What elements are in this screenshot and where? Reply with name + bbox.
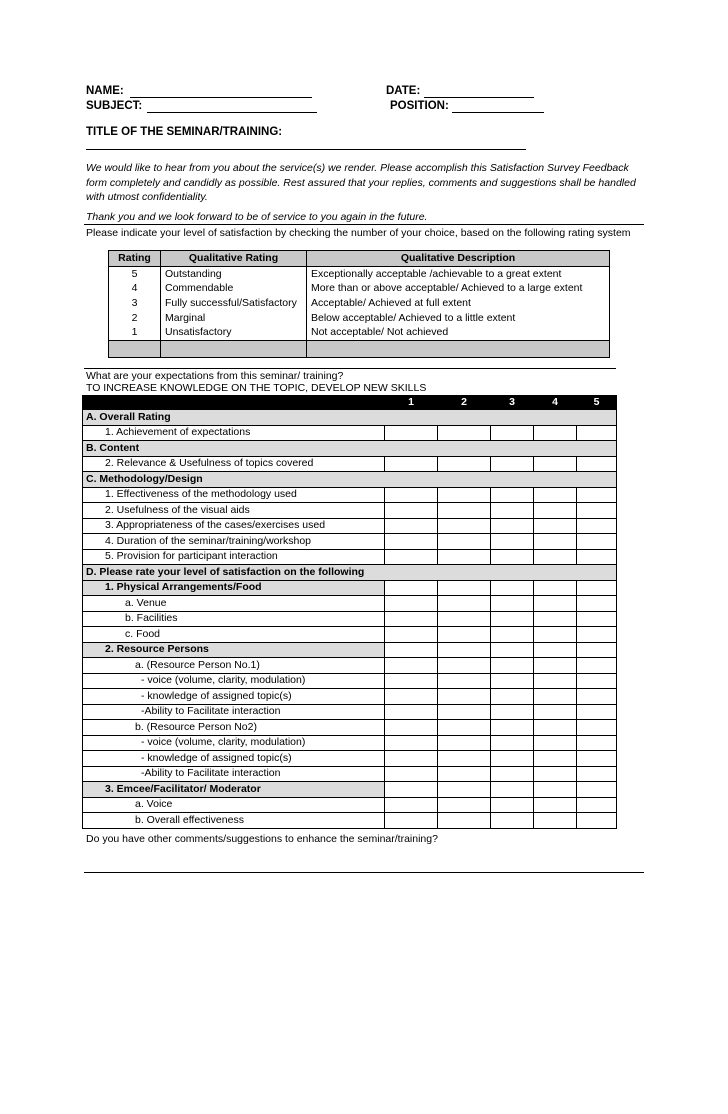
- rating-2-checkbox-cell[interactable]: [438, 797, 491, 813]
- rating-3-checkbox-cell[interactable]: [491, 766, 534, 782]
- position-field[interactable]: [452, 112, 544, 113]
- subsection-row: [83, 782, 617, 798]
- item-label: 1. Achievement of expectations: [83, 425, 385, 441]
- rating-4-checkbox-cell[interactable]: [534, 425, 577, 441]
- rating-1-checkbox-cell[interactable]: [385, 782, 438, 798]
- item-label: - knowledge of assigned topic(s): [83, 751, 385, 767]
- rating-3-checkbox-cell[interactable]: [491, 611, 534, 627]
- rating-3-checkbox-cell[interactable]: [491, 720, 534, 736]
- legend-rating: 1: [109, 325, 161, 340]
- rating-4-checkbox-cell[interactable]: [534, 673, 577, 689]
- scale-header-blank: [83, 396, 385, 410]
- rating-3-checkbox-cell[interactable]: [491, 627, 534, 643]
- legend-qualitative-description: Acceptable/ Achieved at full extent: [307, 296, 610, 311]
- rating-2-checkbox-cell[interactable]: [438, 704, 491, 720]
- legend-qualitative-description: Not acceptable/ Not achieved: [307, 325, 610, 340]
- rating-1-checkbox-cell[interactable]: [385, 627, 438, 643]
- rating-item-row: [83, 797, 617, 813]
- item-label: b. (Resource Person No2): [83, 720, 385, 736]
- item-label: 2. Usefulness of the visual aids: [83, 503, 385, 519]
- rating-5-checkbox-cell[interactable]: [577, 642, 617, 658]
- rating-4-checkbox-cell[interactable]: [534, 658, 577, 674]
- scale-header-3: 3: [491, 396, 534, 410]
- rating-3-checkbox-cell[interactable]: [491, 518, 534, 534]
- section-label: B. Content: [83, 441, 617, 457]
- rating-5-checkbox-cell[interactable]: [577, 456, 617, 472]
- rating-2-checkbox-cell[interactable]: [438, 611, 491, 627]
- legend-qualitative-description: More than or above acceptable/ Achieved to a large extent: [307, 281, 610, 296]
- legend-row: [109, 266, 610, 281]
- rating-5-checkbox-cell[interactable]: [577, 766, 617, 782]
- item-label: -Ability to Facilitate interaction: [83, 766, 385, 782]
- rating-2-checkbox-cell[interactable]: [438, 735, 491, 751]
- rating-5-checkbox-cell[interactable]: [577, 751, 617, 767]
- rating-item-row: [83, 766, 617, 782]
- name-field[interactable]: [130, 97, 312, 98]
- rating-item-row: [83, 720, 617, 736]
- rating-item-row: [83, 425, 617, 441]
- rating-4-checkbox-cell[interactable]: [534, 503, 577, 519]
- rating-4-checkbox-cell[interactable]: [534, 720, 577, 736]
- rating-1-checkbox-cell[interactable]: [385, 658, 438, 674]
- rating-item-row: [83, 673, 617, 689]
- scale-header-row: [83, 396, 617, 410]
- legend-row: [109, 281, 610, 296]
- rating-3-checkbox-cell[interactable]: [491, 658, 534, 674]
- rating-3-checkbox-cell[interactable]: [491, 797, 534, 813]
- section-label: A. Overall Rating: [83, 410, 617, 426]
- legend-rating: 5: [109, 266, 161, 281]
- rating-2-checkbox-cell[interactable]: [438, 689, 491, 705]
- rating-3-checkbox-cell[interactable]: [491, 596, 534, 612]
- item-label: 2. Relevance & Usefulness of topics covered: [83, 456, 385, 472]
- item-label: b. Facilities: [83, 611, 385, 627]
- rating-3-checkbox-cell[interactable]: [491, 689, 534, 705]
- rating-instruction: Please indicate your level of satisfaction by checking the number of your choice, based on the following rating system: [86, 227, 631, 239]
- comments-answer-line[interactable]: [84, 872, 644, 873]
- divider: [84, 224, 644, 225]
- rating-2-checkbox-cell[interactable]: [438, 580, 491, 596]
- legend-qualitative-rating: Outstanding: [161, 266, 307, 281]
- rating-5-checkbox-cell[interactable]: [577, 720, 617, 736]
- rating-3-checkbox-cell[interactable]: [491, 642, 534, 658]
- subsection-label: 2. Resource Persons: [83, 642, 385, 658]
- legend-header-qualitative-rating: Qualitative Rating: [161, 251, 307, 267]
- legend-header-rating: Rating: [109, 251, 161, 267]
- rating-1-checkbox-cell[interactable]: [385, 797, 438, 813]
- rating-item-row: [83, 627, 617, 643]
- rating-2-checkbox-cell[interactable]: [438, 813, 491, 829]
- rating-1-checkbox-cell[interactable]: [385, 487, 438, 503]
- evaluation-table: [82, 395, 617, 829]
- rating-4-checkbox-cell[interactable]: [534, 627, 577, 643]
- rating-3-checkbox-cell[interactable]: [491, 782, 534, 798]
- comments-question: Do you have other comments/suggestions to enhance the seminar/training?: [86, 833, 438, 845]
- rating-4-checkbox-cell[interactable]: [534, 549, 577, 565]
- item-label: - knowledge of assigned topic(s): [83, 689, 385, 705]
- rating-item-row: [83, 735, 617, 751]
- expectations-question: What are your expectations from this seminar/ training?: [86, 370, 344, 382]
- seminar-title-field[interactable]: [86, 149, 526, 150]
- scale-header-5: 5: [577, 396, 617, 410]
- subject-field[interactable]: [147, 112, 317, 113]
- rating-1-checkbox-cell[interactable]: [385, 580, 438, 596]
- rating-1-checkbox-cell[interactable]: [385, 751, 438, 767]
- rating-5-checkbox-cell[interactable]: [577, 782, 617, 798]
- rating-2-checkbox-cell[interactable]: [438, 751, 491, 767]
- item-label: a. Venue: [83, 596, 385, 612]
- rating-3-checkbox-cell[interactable]: [491, 751, 534, 767]
- rating-3-checkbox-cell[interactable]: [491, 534, 534, 550]
- legend-qualitative-rating: Unsatisfactory: [161, 325, 307, 340]
- subsection-label: 3. Emcee/Facilitator/ Moderator: [83, 782, 385, 798]
- rating-4-checkbox-cell[interactable]: [534, 813, 577, 829]
- rating-4-checkbox-cell[interactable]: [534, 735, 577, 751]
- rating-1-checkbox-cell[interactable]: [385, 735, 438, 751]
- rating-item-row: [83, 611, 617, 627]
- rating-item-row: [83, 596, 617, 612]
- item-label: -Ability to Facilitate interaction: [83, 704, 385, 720]
- legend-qualitative-rating: Fully successful/Satisfactory: [161, 296, 307, 311]
- scale-header-2: 2: [438, 396, 491, 410]
- item-label: a. (Resource Person No.1): [83, 658, 385, 674]
- legend-qualitative-rating: Commendable: [161, 281, 307, 296]
- rating-4-checkbox-cell[interactable]: [534, 751, 577, 767]
- rating-4-checkbox-cell[interactable]: [534, 518, 577, 534]
- intro-paragraph: We would like to hear from you about the service(s) we render. Please accomplish this Satisfaction Survey Feedback form completely and candidly as possible. Rest assured that your replies, comments and suggestions shall be handled with utmost confidentiality.: [86, 162, 636, 203]
- rating-5-checkbox-cell[interactable]: [577, 704, 617, 720]
- rating-2-checkbox-cell[interactable]: [438, 487, 491, 503]
- rating-4-checkbox-cell[interactable]: [534, 487, 577, 503]
- rating-4-checkbox-cell[interactable]: [534, 782, 577, 798]
- rating-5-checkbox-cell[interactable]: [577, 580, 617, 596]
- rating-5-checkbox-cell[interactable]: [577, 735, 617, 751]
- date-label: DATE:: [386, 85, 421, 97]
- divider: [84, 368, 616, 369]
- rating-4-checkbox-cell[interactable]: [534, 766, 577, 782]
- rating-3-checkbox-cell[interactable]: [491, 456, 534, 472]
- thank-you-note: Thank you and we look forward to be of service to you again in the future.: [86, 211, 428, 223]
- rating-1-checkbox-cell[interactable]: [385, 534, 438, 550]
- legend-rating: 3: [109, 296, 161, 311]
- rating-1-checkbox-cell[interactable]: [385, 518, 438, 534]
- rating-4-checkbox-cell[interactable]: [534, 797, 577, 813]
- legend-qualitative-rating: Marginal: [161, 310, 307, 325]
- section-label: C. Methodology/Design: [83, 472, 617, 488]
- rating-5-checkbox-cell[interactable]: [577, 503, 617, 519]
- legend-qualitative-description: Below acceptable/ Achieved to a little extent: [307, 310, 610, 325]
- rating-1-checkbox-cell[interactable]: [385, 549, 438, 565]
- rating-5-checkbox-cell[interactable]: [577, 673, 617, 689]
- rating-2-checkbox-cell[interactable]: [438, 534, 491, 550]
- rating-5-checkbox-cell[interactable]: [577, 611, 617, 627]
- rating-2-checkbox-cell[interactable]: [438, 518, 491, 534]
- rating-2-checkbox-cell[interactable]: [438, 503, 491, 519]
- rating-2-checkbox-cell[interactable]: [438, 549, 491, 565]
- rating-5-checkbox-cell[interactable]: [577, 487, 617, 503]
- legend-row: [109, 296, 610, 311]
- rating-item-row: [83, 487, 617, 503]
- rating-1-checkbox-cell[interactable]: [385, 596, 438, 612]
- rating-5-checkbox-cell[interactable]: [577, 627, 617, 643]
- rating-2-checkbox-cell[interactable]: [438, 627, 491, 643]
- section-row: [83, 441, 617, 457]
- rating-item-row: [83, 813, 617, 829]
- legend-qualitative-description: Exceptionally acceptable /achievable to a great extent: [307, 266, 610, 281]
- rating-4-checkbox-cell[interactable]: [534, 456, 577, 472]
- item-label: 1. Effectiveness of the methodology used: [83, 487, 385, 503]
- rating-5-checkbox-cell[interactable]: [577, 797, 617, 813]
- rating-item-row: [83, 549, 617, 565]
- rating-3-checkbox-cell[interactable]: [491, 704, 534, 720]
- rating-5-checkbox-cell[interactable]: [577, 425, 617, 441]
- rating-3-checkbox-cell[interactable]: [491, 425, 534, 441]
- legend-rating: 4: [109, 281, 161, 296]
- rating-3-checkbox-cell[interactable]: [491, 580, 534, 596]
- rating-3-checkbox-cell[interactable]: [491, 487, 534, 503]
- subsection-row: [83, 580, 617, 596]
- rating-2-checkbox-cell[interactable]: [438, 425, 491, 441]
- rating-2-checkbox-cell[interactable]: [438, 658, 491, 674]
- subsection-row: [83, 642, 617, 658]
- rating-1-checkbox-cell[interactable]: [385, 642, 438, 658]
- rating-5-checkbox-cell[interactable]: [577, 658, 617, 674]
- section-label: D. Please rate your level of satisfaction on the following: [83, 565, 617, 581]
- item-label: 3. Appropriateness of the cases/exercises used: [83, 518, 385, 534]
- item-label: 5. Provision for participant interaction: [83, 549, 385, 565]
- item-label: b. Overall effectiveness: [83, 813, 385, 829]
- expectations-answer: TO INCREASE KNOWLEDGE ON THE TOPIC, DEVELOP NEW SKILLS: [86, 382, 427, 394]
- rating-2-checkbox-cell[interactable]: [438, 456, 491, 472]
- rating-item-row: [83, 503, 617, 519]
- rating-2-checkbox-cell[interactable]: [438, 596, 491, 612]
- rating-item-row: [83, 518, 617, 534]
- position-label: POSITION:: [390, 100, 449, 112]
- seminar-title-label: TITLE OF THE SEMINAR/TRAINING:: [86, 126, 283, 138]
- section-row: [83, 410, 617, 426]
- rating-item-row: [83, 689, 617, 705]
- rating-5-checkbox-cell[interactable]: [577, 689, 617, 705]
- legend-header-qualitative-description: Qualitative Description: [307, 251, 610, 267]
- rating-5-checkbox-cell[interactable]: [577, 518, 617, 534]
- scale-header-1: 1: [385, 396, 438, 410]
- rating-5-checkbox-cell[interactable]: [577, 534, 617, 550]
- rating-item-row: [83, 704, 617, 720]
- item-label: - voice (volume, clarity, modulation): [83, 673, 385, 689]
- rating-1-checkbox-cell[interactable]: [385, 611, 438, 627]
- item-label: - voice (volume, clarity, modulation): [83, 735, 385, 751]
- rating-1-checkbox-cell[interactable]: [385, 503, 438, 519]
- rating-3-checkbox-cell[interactable]: [491, 813, 534, 829]
- rating-3-checkbox-cell[interactable]: [491, 549, 534, 565]
- rating-4-checkbox-cell[interactable]: [534, 596, 577, 612]
- date-field[interactable]: [424, 97, 534, 98]
- rating-item-row: [83, 751, 617, 767]
- rating-5-checkbox-cell[interactable]: [577, 549, 617, 565]
- rating-2-checkbox-cell[interactable]: [438, 720, 491, 736]
- rating-1-checkbox-cell[interactable]: [385, 813, 438, 829]
- rating-1-checkbox-cell[interactable]: [385, 720, 438, 736]
- legend-row: [109, 325, 610, 340]
- rating-1-checkbox-cell[interactable]: [385, 425, 438, 441]
- rating-4-checkbox-cell[interactable]: [534, 704, 577, 720]
- rating-2-checkbox-cell[interactable]: [438, 782, 491, 798]
- rating-1-checkbox-cell[interactable]: [385, 766, 438, 782]
- rating-2-checkbox-cell[interactable]: [438, 766, 491, 782]
- rating-item-row: [83, 534, 617, 550]
- legend-row: [109, 310, 610, 325]
- rating-3-checkbox-cell[interactable]: [491, 735, 534, 751]
- subject-label: SUBJECT:: [86, 100, 143, 112]
- rating-3-checkbox-cell[interactable]: [491, 673, 534, 689]
- legend-blank-row: [109, 340, 610, 357]
- rating-4-checkbox-cell[interactable]: [534, 580, 577, 596]
- section-row: [83, 472, 617, 488]
- rating-item-row: [83, 658, 617, 674]
- rating-4-checkbox-cell[interactable]: [534, 611, 577, 627]
- item-label: c. Food: [83, 627, 385, 643]
- item-label: a. Voice: [83, 797, 385, 813]
- rating-2-checkbox-cell[interactable]: [438, 642, 491, 658]
- rating-3-checkbox-cell[interactable]: [491, 503, 534, 519]
- rating-5-checkbox-cell[interactable]: [577, 813, 617, 829]
- rating-1-checkbox-cell[interactable]: [385, 456, 438, 472]
- rating-4-checkbox-cell[interactable]: [534, 642, 577, 658]
- rating-item-row: [83, 456, 617, 472]
- rating-4-checkbox-cell[interactable]: [534, 534, 577, 550]
- item-label: 4. Duration of the seminar/training/workshop: [83, 534, 385, 550]
- subsection-label: 1. Physical Arrangements/Food: [83, 580, 385, 596]
- rating-1-checkbox-cell[interactable]: [385, 704, 438, 720]
- name-label: NAME:: [86, 85, 124, 97]
- rating-1-checkbox-cell[interactable]: [385, 673, 438, 689]
- rating-5-checkbox-cell[interactable]: [577, 596, 617, 612]
- rating-legend-table: [108, 250, 610, 358]
- rating-4-checkbox-cell[interactable]: [534, 689, 577, 705]
- section-row: [83, 565, 617, 581]
- rating-1-checkbox-cell[interactable]: [385, 689, 438, 705]
- scale-header-4: 4: [534, 396, 577, 410]
- rating-2-checkbox-cell[interactable]: [438, 673, 491, 689]
- legend-rating: 2: [109, 310, 161, 325]
